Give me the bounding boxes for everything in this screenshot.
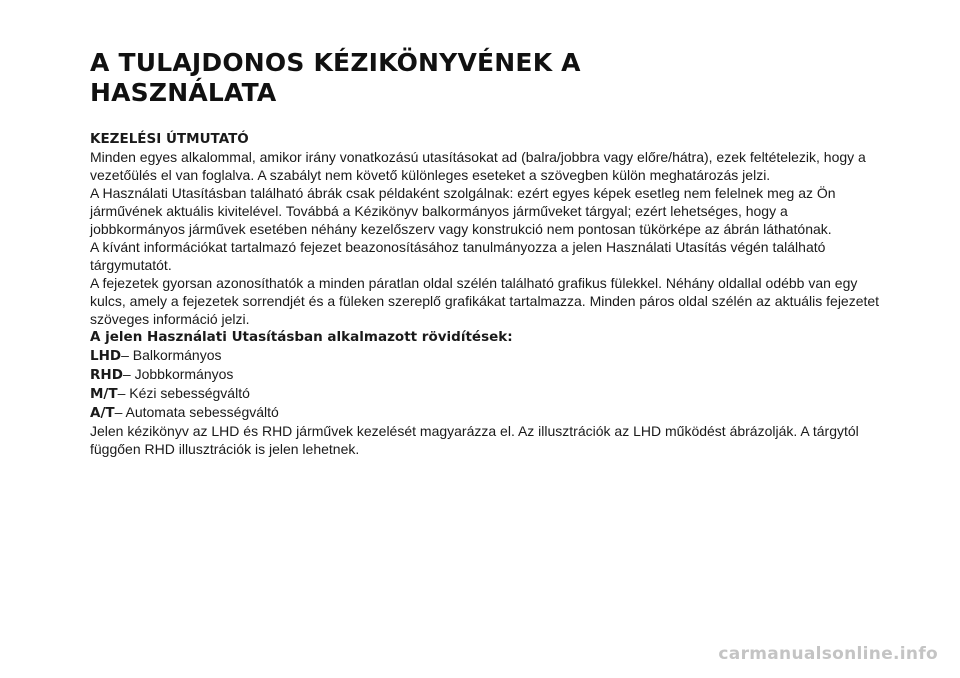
section-heading: KEZELÉSI ÚTMUTATÓ [90, 131, 249, 147]
paragraph-illustrations: A Használati Utasításban található ábrák csak példaként szolgálnak: ezért egyes képek esetleg nem felelnek meg az Ön járművének aktuális kivitelével. Továbbá a Kézikönyv balkormányos járműveket tárgyal; ezért lehetséges, hogy a jobbkormányos járművek esetében néhány kezelőszerv vagy konstrukció nem pontosan tükörképe az ábrán láthatónak. [90, 185, 836, 237]
abbreviation-term: LHD [90, 348, 122, 364]
abbreviation-item [90, 384, 880, 403]
paragraph-direction: Minden egyes alkalommal, amikor irány vonatkozású utasításokat ad (balra/jobbra vagy előre/hátra), ezek feltételezik, hogy a vezetőülés el van foglalva. A szabályt nem követő különleges eseteket a szövegben külön meghatározás jelzi. [90, 149, 866, 183]
abbreviation-description: – Kézi sebességváltó [117, 385, 250, 401]
abbreviation-term: M/T [90, 386, 118, 402]
page-title-line-2: HASZNÁLATA [90, 78, 277, 107]
page-title [90, 48, 880, 108]
abbreviation-description: – Balkormányos [121, 347, 222, 363]
abbreviation-item [90, 346, 880, 365]
document-body [90, 130, 880, 458]
abbreviation-item [90, 365, 880, 384]
abbreviation-term: RHD [90, 367, 123, 383]
document-page [90, 48, 880, 458]
paragraph-index: A kívánt információkat tartalmazó fejezet beazonosításához tanulmányozza a jelen Használati Utasítás végén található tárgymutatót. [90, 239, 826, 273]
paragraph-lhd-rhd: Jelen kézikönyv az LHD és RHD járművek kezelését magyarázza el. Az illusztrációk az LHD működést ábrázolják. A tárgytól függően RHD illusztrációk is jelen lehetnek. [90, 423, 859, 457]
abbreviations-heading: A jelen Használati Utasításban alkalmazott rövidítések: [90, 329, 513, 345]
page-title-line-1: A TULAJDONOS KÉZIKÖNYVÉNEK A [90, 48, 581, 77]
paragraph-tabs: A fejezetek gyorsan azonosíthatók a minden páratlan oldal szélén található grafikus fülekkel. Néhány oldallal odébb van egy kulcs, amely a fejezetek sorrendjét és a füleken szereplő grafikákat tartalmazza. Minden páros oldal szélén az aktuális fejezetet szöveges információ jelzi. [90, 275, 880, 327]
abbreviation-description: – Automata sebességváltó [114, 404, 279, 420]
abbreviation-description: – Jobbkormányos [122, 366, 234, 382]
watermark: carmanualsonline.info [718, 644, 938, 664]
abbreviation-item [90, 403, 880, 422]
abbreviation-term: A/T [90, 405, 115, 421]
